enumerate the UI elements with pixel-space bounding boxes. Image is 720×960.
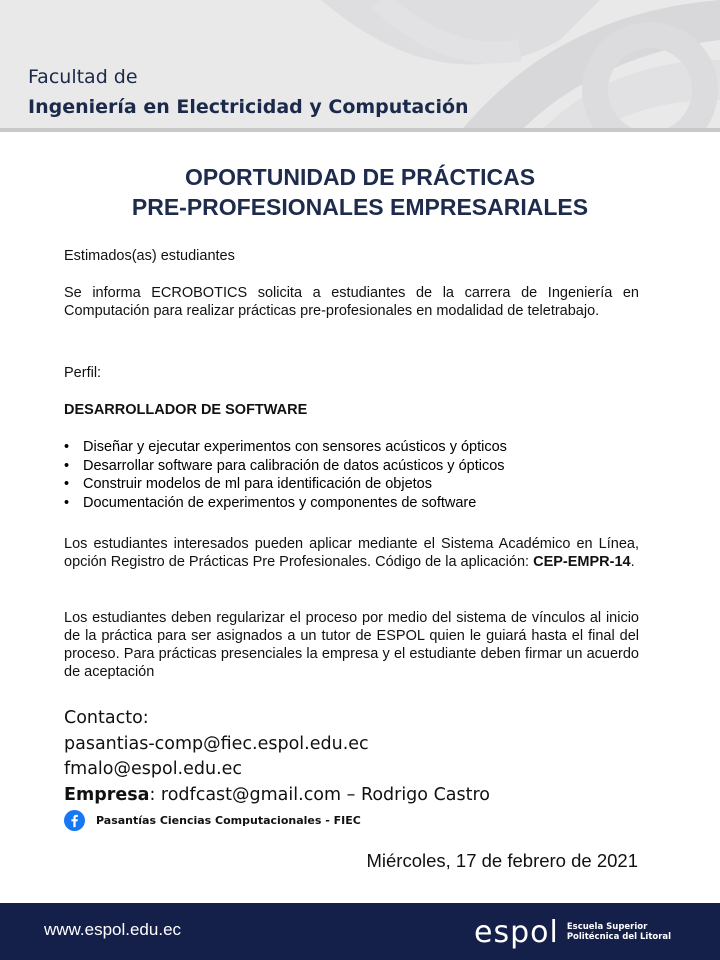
contact-email-primary[interactable]: pasantias-comp@fiec.espol.edu.ec xyxy=(64,734,369,754)
info-paragraph: Se informa ECROBOTICS solicita a estudiantes de la carrera de Ingeniería en Computación para realizar prácticas pre-profesionales en modalidad de teletrabajo. xyxy=(64,285,639,319)
logo-subtitle xyxy=(567,922,671,942)
footer-website-link[interactable]: www.espol.edu.ec xyxy=(44,920,182,939)
company-contact xyxy=(64,785,490,805)
application-paragraph xyxy=(64,535,639,571)
page-footer xyxy=(0,903,720,960)
espol-logo xyxy=(474,912,671,952)
contact-label: Contacto: xyxy=(64,708,149,728)
list-item-text: Desarrollar software para calibración de datos acústicos y ópticos xyxy=(83,457,505,474)
page-header xyxy=(0,0,720,132)
logo-subtitle-line1: Escuela Superior xyxy=(566,922,648,932)
list-item-text: Construir modelos de ml para identificación de objetos xyxy=(83,476,432,492)
list-item xyxy=(64,457,639,476)
list-item xyxy=(64,475,639,494)
list-item-text: Diseñar y ejecutar experimentos con sensores acústicos y ópticos xyxy=(83,439,507,455)
responsibilities-list xyxy=(64,438,639,512)
bullet-icon: • xyxy=(64,439,70,455)
bullet-icon: • xyxy=(64,494,70,511)
publication-date: Miércoles, 17 de febrero de 2021 xyxy=(366,850,638,871)
role-title: DESARROLLADOR DE SOFTWARE xyxy=(64,402,308,418)
logo-subtitle-line2: Politécnica del Litoral xyxy=(566,932,672,942)
header-divider xyxy=(0,128,720,132)
logo-wordmark: espol xyxy=(474,914,559,950)
facebook-icon xyxy=(64,810,85,831)
announcement-title-line1: OPORTUNIDAD DE PRÁCTICAS xyxy=(184,164,536,190)
greeting-text: Estimados(as) estudiantes xyxy=(64,248,235,264)
contact-email-secondary[interactable]: fmalo@espol.edu.ec xyxy=(64,759,243,779)
bullet-icon: • xyxy=(64,476,70,492)
bullet-icon: • xyxy=(64,457,70,474)
application-text: Los estudiantes interesados pueden aplicar mediante el Sistema Académico en Línea, opción Registro de Prácticas Pre Profesionales. Código de la aplicación: xyxy=(64,536,639,570)
company-label: Empresa xyxy=(64,785,150,805)
list-item xyxy=(64,494,639,513)
application-period: . xyxy=(630,554,635,570)
faculty-name-line1: Facultad de xyxy=(28,66,138,88)
application-code: CEP-EMPR-14 xyxy=(533,554,631,570)
announcement-title-line2: PRE-PROFESIONALES EMPRESARIALES xyxy=(131,194,589,220)
facebook-page-name[interactable]: Pasantías Ciencias Computacionales - FIEC xyxy=(96,813,361,827)
list-item xyxy=(64,438,639,457)
facebook-link[interactable] xyxy=(64,809,361,831)
company-email-and-name[interactable]: : rodfcast@gmail.com – Rodrigo Castro xyxy=(149,785,491,805)
perfil-label: Perfil: xyxy=(64,365,102,381)
faculty-name-line2: Ingeniería en Electricidad y Computación xyxy=(28,96,469,118)
registration-paragraph: Los estudiantes deben regularizar el proceso por medio del sistema de vínculos al inicio de la práctica para ser asignados a un tutor de ESPOL quien le guiará hasta el final del proceso. Para prácticas presenciales la empresa y el estudiante deben firmar un acuerdo de aceptación xyxy=(64,610,639,680)
list-item-text: Documentación de experimentos y componentes de software xyxy=(83,494,477,511)
